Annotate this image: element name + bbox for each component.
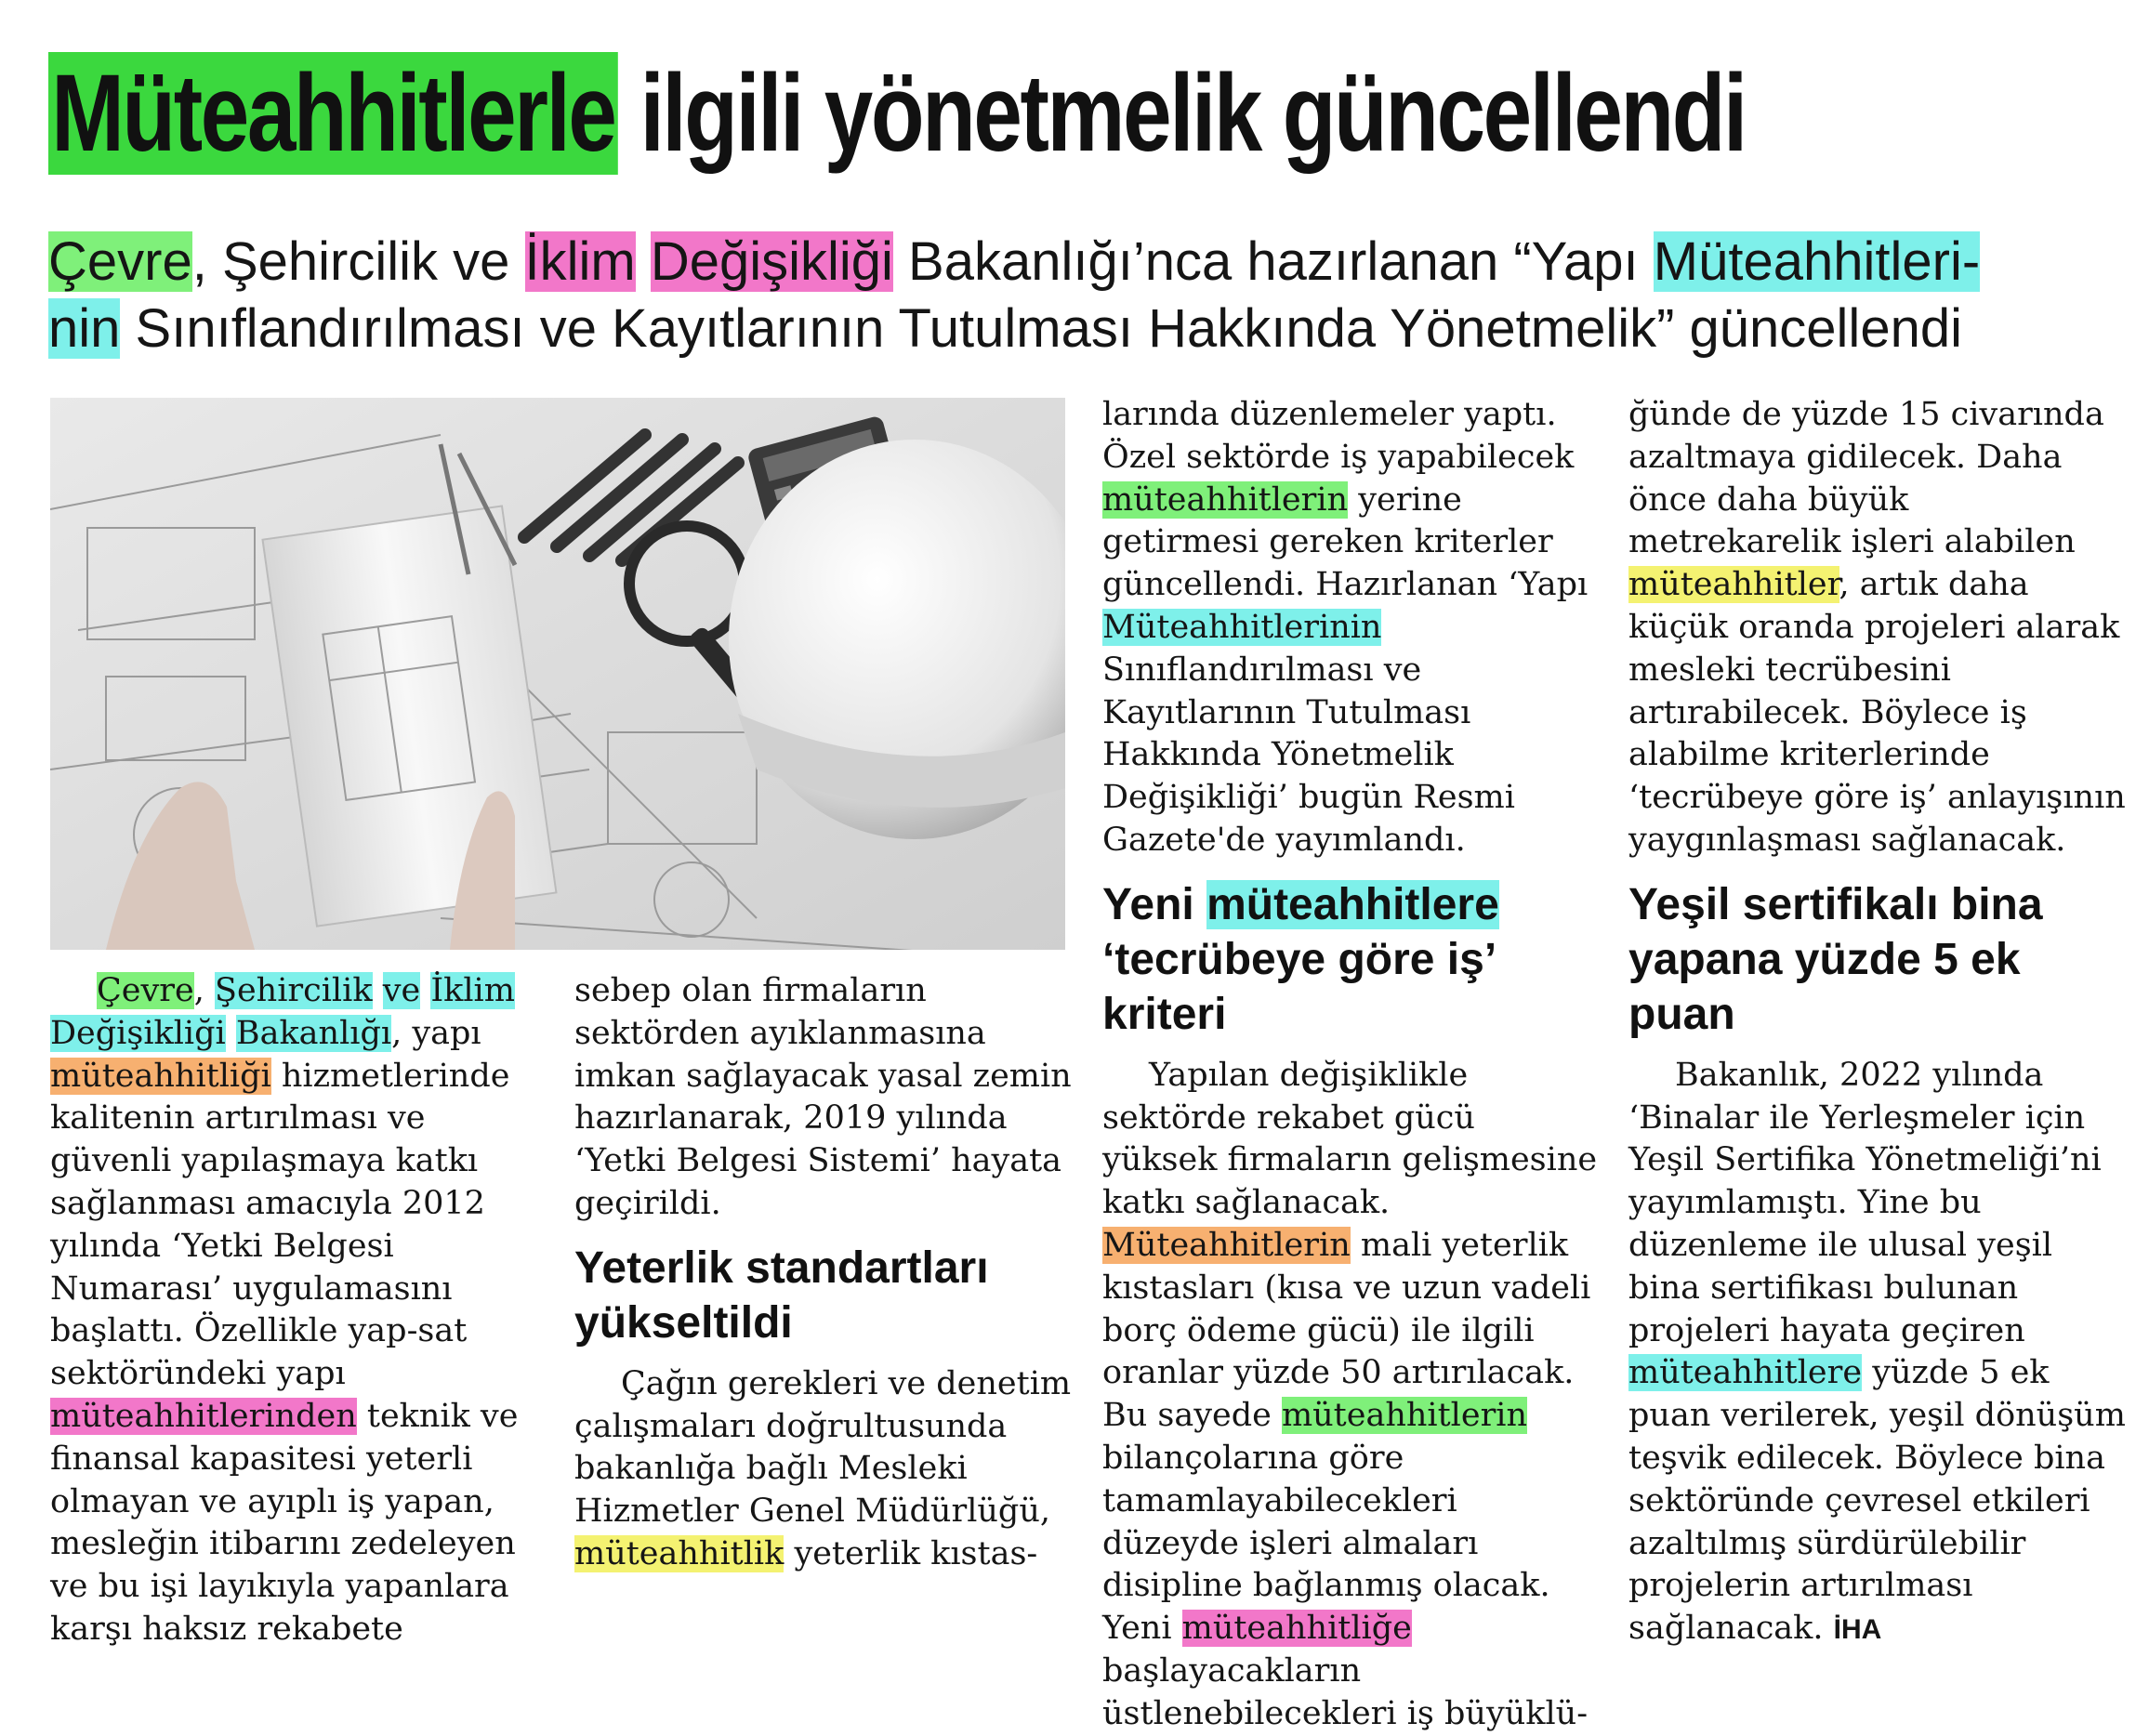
article-photo [50, 398, 1065, 950]
deck-text: Sınıflandırılması ve Kayıtlarının Tutulması Hakkında Yönetmelik” güncellendi [120, 298, 1962, 359]
text: Sınıflandırılması ve Kayıtlarının Tutulması Hakkında Yönetmelik Değişikliği’ bugün Resmi Gazete'de yayımlandı. [1102, 651, 1515, 859]
deck-text [636, 231, 651, 292]
deck-term-iklim: İklim [524, 231, 636, 292]
col1-paragraph [50, 970, 547, 1651]
text [373, 972, 383, 1009]
text: ğünde de yüzde 15 civarında azaltmaya gidilecek. Daha önce daha büyük metrekarelik işleri alabilen [1628, 396, 2104, 561]
term-muteahhitlerin-green: müteahhitlerin [1281, 1397, 1528, 1435]
term-muteahhitlerinden: müteahhitlerinden [50, 1397, 357, 1435]
text: larında düzenlemeler yaptı. Özel sektörde iş yapabilecek [1102, 396, 1575, 476]
text: bilançolarına göre tamamlayabilecekleri düzeyde işleri almaları disipline bağlanmış olacak. Yeni [1102, 1439, 1550, 1648]
text: , yapı [391, 1014, 481, 1052]
col3-paragraph-1 [1102, 394, 1600, 862]
text: Yapılan değişiklikle sektörde rekabet gücü yüksek firmaların gelişmesine katkı sağlanacak. [1102, 1056, 1598, 1222]
term-muteahhitlere: müteahhitlere [1628, 1354, 1863, 1392]
col4-paragraph-2 [1628, 1055, 2126, 1651]
deck-term-muteahhitleri: Müteahhitleri- [1653, 231, 1981, 292]
deck-text: , Şehircilik ve [191, 231, 525, 292]
term-muteahhitligi: müteahhitliği [50, 1057, 271, 1095]
col2-paragraph-2 [574, 1363, 1072, 1576]
text [420, 972, 430, 1009]
term-cevre: Çevre [97, 972, 194, 1009]
term-sehircilik: Şehircilik [214, 972, 373, 1009]
column-1 [50, 970, 547, 1651]
term-muteahhitlerin-orange: Müteahhitlerin [1102, 1226, 1351, 1264]
deck [48, 229, 2103, 362]
term-muteahhitlere: müteahhitlere [1206, 879, 1499, 929]
term-muteahhitlerinin: Müteahhitlerinin [1102, 608, 1382, 646]
term-muteahhitlerin: müteahhitlerin [1102, 480, 1349, 519]
term-ve: ve [382, 972, 421, 1009]
term-muteahhitlik: müteahhitlik [574, 1534, 784, 1572]
byline: İHA [1833, 1614, 1882, 1646]
column-3 [1102, 394, 1600, 1736]
text: , artık daha küçük oranda projeleri alarak mesleki tecrübesini artırabilecek. Böylece iş alabilme kriterlerinde ‘tecrübeye göre iş’ anlayışının yaygınlaşması sağlanacak. [1628, 566, 2126, 859]
text: mali yeterlik kıstasları (kısa ve uzun vadeli borç ödeme gücü) ile ilgili oranlar yüzde 50 artırılacak. Bu sayede [1102, 1226, 1591, 1435]
text: yerine getirmesi gereken kriterler güncellendi. Hazırlanan ‘Yapı [1102, 480, 1589, 604]
deck-term-nin: nin [48, 298, 121, 359]
text: Yeni [1102, 879, 1207, 929]
term-bakanligi: Bakanlığı [235, 1014, 392, 1052]
subhead-yeni-muteahhitlere [1102, 877, 1600, 1042]
deck-text: Bakanlığı’nca hazırlanan “Yapı [892, 231, 1654, 292]
text: Bakanlık, 2022 yılında ‘Binalar ile Yerleşmeler için Yeşil Sertifika Yönetmeliği’ni yayımlamıştı. Yine bu düzenleme ile ulusal yeşil bina sertifikası bulunan projeleri hayata geçiren [1628, 1056, 2102, 1349]
headline-highlight: Müteahhitlerle [48, 52, 618, 175]
text: teknik ve finansal kapasitesi yeterli olmayan ve ayıplı iş yapan, mesleğin itibarını zedeleyen ve bu işi layıkıyla yapanlara karşı haksız rekabete [50, 1397, 519, 1648]
col4-paragraph-1 [1628, 394, 2126, 862]
deck-term-cevre: Çevre [48, 231, 192, 292]
term-degisikligi: Değişikliği [50, 1014, 226, 1052]
construction-plans-helmet-photo-icon [50, 398, 1065, 950]
column-4 [1628, 394, 2126, 1651]
text: yüzde 5 ek puan verilerek, yeşil dönüşüm teşvik edilecek. Böylece bina sektöründe çevresel etkileri azaltılmış sürdürülebilir projelerin artırılması sağlanacak. [1628, 1354, 2126, 1648]
headline-rest: ilgili yönetmelik güncellendi [639, 52, 1746, 175]
column-2 [574, 970, 1072, 1576]
headline [48, 48, 2116, 178]
text: yeterlik kıstas- [784, 1534, 1038, 1572]
text: başlayacakların üstlenebilecekleri iş büyüklü- [1102, 1651, 1589, 1732]
text: , [193, 972, 215, 1009]
deck-term-degisikligi: Değişikliği [650, 231, 893, 292]
col3-paragraph-2 [1102, 1055, 1600, 1736]
subhead-yesil-sertifikali: Yeşil sertifikalı bina yapana yüzde 5 ek puan [1628, 879, 2043, 1039]
term-iklim: İklim [430, 972, 515, 1009]
text [226, 1015, 236, 1052]
text: ‘tecrübeye göre iş’ kriteri [1102, 934, 1495, 1039]
col2-paragraph-1: sebep olan firmaların sektörden ayıklanmasına imkan sağlayacak yasal zemin hazırlanarak, 2019 yılında ‘Yetki Belgesi Sistemi’ hayata geçirildi. [574, 972, 1072, 1222]
text: Çağın gerekleri ve denetim çalışmaları doğrultusunda bakanlığa bağlı Mesleki Hizmetler Genel Müdürlüğü, [574, 1364, 1072, 1531]
term-muteahhitlige: müteahhitliğe [1181, 1610, 1412, 1648]
subhead-yeterlik: Yeterlik standartları yükseltildi [574, 1243, 989, 1348]
text: hizmetlerinde kalitenin artırılması ve güvenli yapılaşmaya katkı sağlanması amacıyla 2012 yılında ‘Yetki Belgesi Numarası’ uygulamasını başlattı. Özellikle yap-sat sektöründeki yapı [50, 1057, 510, 1393]
term-muteahhitler: müteahhitler [1628, 566, 1839, 604]
